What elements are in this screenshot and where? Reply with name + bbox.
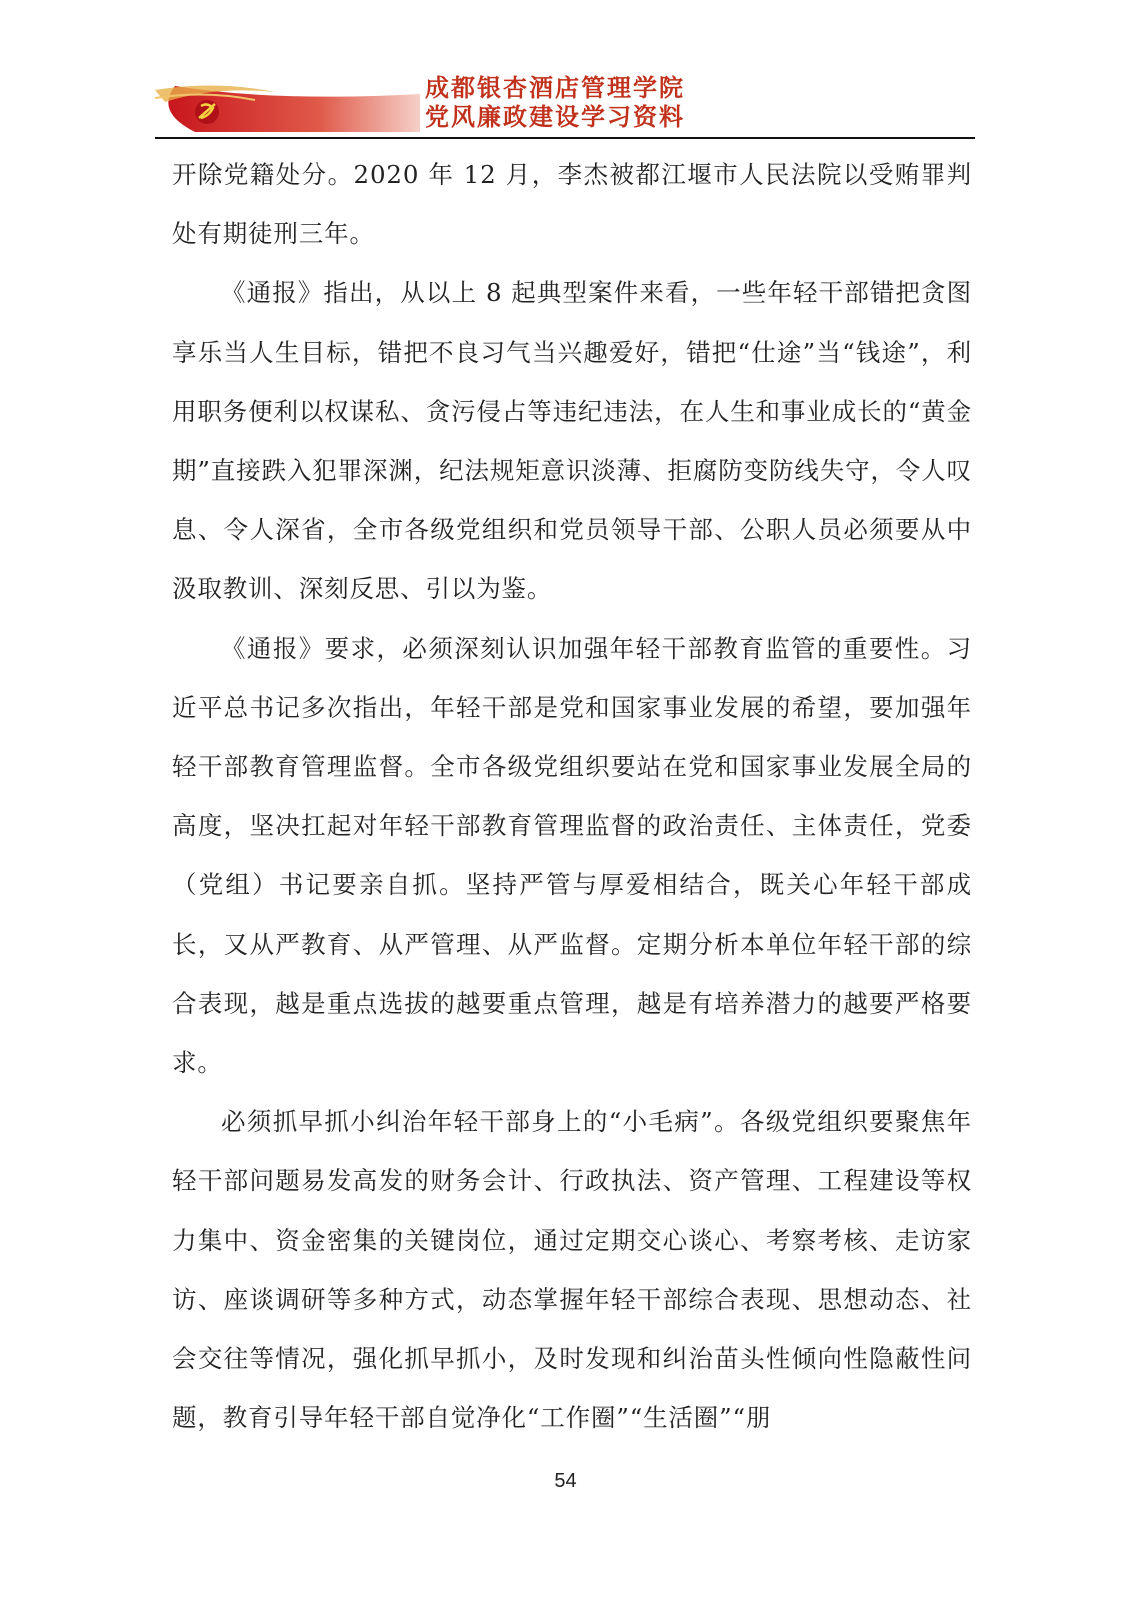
paragraph: 必须抓早抓小纠治年轻干部身上的“小毛病”。各级党组织要聚焦年轻干部问题易发高发的财务会计、行政执法、资产管理、工程建设等权力集中、资金密集的关键岗位，通过定期交心谈心、考察考核、走访家访、座谈调研等多种方式，动态掌握年轻干部综合表现、思想动态、社会交往等情况，强化抓早抓小，及时发现和纠治苗头性倾向性隐蔽性问题，教育引导年轻干部自觉净化“工作圈”“生活圈”“朋 (172, 1107, 972, 1433)
paragraph: 开除党籍处分。2020 年 12 月，李杰被都江堰市人民法院以受贿罪判处有期徒刑三年。 (172, 160, 972, 249)
party-emblem-icon (155, 72, 420, 132)
paragraph: 《通报》要求，必须深刻认识加强年轻干部教育监管的重要性。习近平总书记多次指出，年轻干部是党和国家事业发展的希望，要加强年轻干部教育管理监督。全市各级党组织要站在党和国家事业发展全局的高度，坚决扛起对年轻干部教育管理监督的政治责任、主体责任，党委（党组）书记要亲自抓。坚持严管与厚爱相结合，既关心年轻干部成长，又从严教育、从严管理、从严监督。定期分析本单位年轻干部的综合表现，越是重点选拔的越要重点管理，越是有培养潜力的越要严格要求。 (172, 633, 972, 1078)
document-body (172, 145, 972, 1447)
header-title-line1: 成都银杏酒店管理学院 (425, 74, 685, 102)
paragraph: 《通报》指出，从以上 8 起典型案件来看，一些年轻干部错把贪图享乐当人生目标，错把不良习气当兴趣爱好，错把“仕途”当“钱途”，利用职务便利以权谋私、贪污侵占等违纪违法，在人生和事业成长的“黄金期”直接跌入犯罪深渊，纪法规矩意识淡薄、拒腐防变防线失守，令人叹息、令人深省，全市各级党组织和党员领导干部、公职人员必须要从中汲取教训、深刻反思、引以为鉴。 (172, 278, 972, 604)
page-number: 54 (554, 1470, 577, 1492)
page-header (155, 64, 975, 142)
header-divider (155, 137, 975, 139)
header-title (425, 74, 685, 132)
header-title-line2: 党风廉政建设学习资料 (425, 103, 685, 131)
